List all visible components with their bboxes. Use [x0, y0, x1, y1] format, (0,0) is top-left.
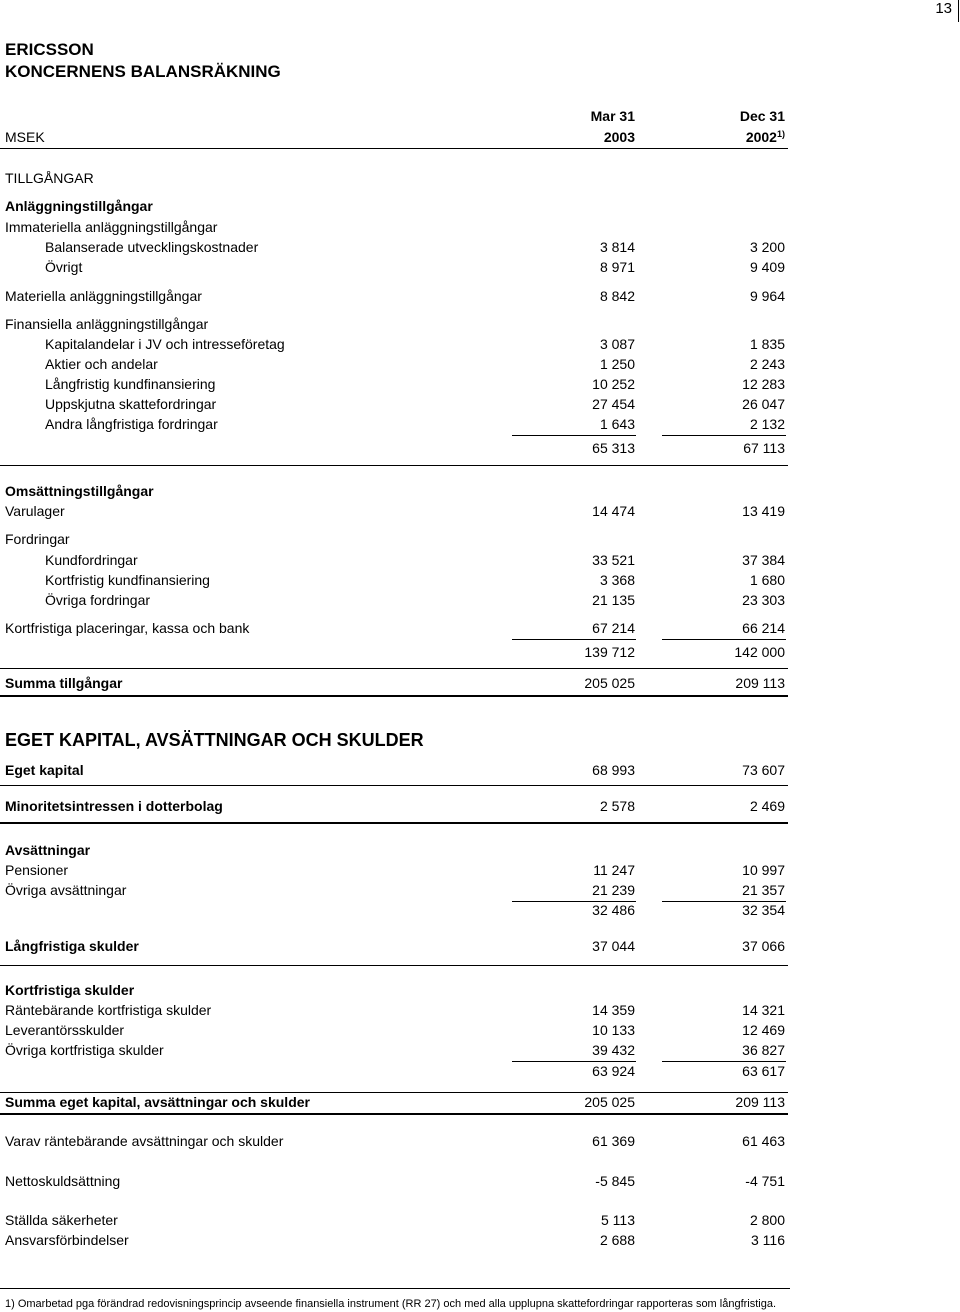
value-dec-2002: 14 321	[742, 1002, 785, 1018]
value-mar-2003: -5 845	[595, 1173, 635, 1189]
value-mar-2003: 37 044	[592, 938, 635, 954]
row-label: Fordringar	[5, 531, 70, 547]
row-label: Immateriella anläggningstillgångar	[5, 219, 218, 235]
row-label: Balanserade utvecklingskostnader	[45, 239, 259, 255]
value-dec-2002: 10 997	[742, 862, 785, 878]
value-dec-2002: 12 283	[742, 376, 785, 392]
subtotal-rule-col2	[662, 435, 786, 436]
value-dec-2002: -4 751	[745, 1173, 785, 1189]
col1-header-line2: 2003	[603, 129, 635, 145]
currency-label: MSEK	[5, 129, 45, 145]
value-dec-2002: 36 827	[742, 1042, 785, 1058]
row-label: Finansiella anläggningstillgångar	[5, 316, 209, 332]
row-label: Kortfristiga placeringar, kassa och bank	[5, 620, 250, 636]
value-dec-2002: 2 243	[749, 356, 785, 372]
section-rule	[0, 965, 788, 966]
value-mar-2003: 3 368	[599, 572, 635, 588]
row-label: Kapitalandelar i JV och intresseföretag	[45, 336, 285, 352]
value-mar-2003: 139 712	[584, 644, 635, 660]
section-rule	[0, 785, 788, 786]
row-label: Ställda säkerheter	[5, 1212, 118, 1228]
col2-header-line2	[746, 129, 785, 145]
value-dec-2002: 9 409	[749, 259, 785, 275]
subtotal-rule-col2	[662, 639, 786, 640]
row-label: Kortfristiga skulder	[5, 982, 135, 998]
value-dec-2002: 2 800	[749, 1212, 785, 1228]
value-mar-2003: 10 133	[592, 1022, 635, 1038]
value-dec-2002: 21 357	[742, 882, 785, 898]
value-mar-2003: 2 578	[599, 798, 635, 814]
footnote: 1) Omarbetad pga förändrad redovisningsprincip avseende finansiella instrument (RR 27) och med alla upplupna skattefordringar rapporteras som långfristiga.	[5, 1298, 777, 1310]
row-label: Nettoskuldsättning	[5, 1173, 121, 1189]
row-label: TILLGÅNGAR	[5, 170, 94, 186]
total-rule-top	[0, 668, 788, 669]
row-label: Övriga avsättningar	[5, 882, 127, 898]
subtotal-rule-col1	[512, 1061, 636, 1062]
value-mar-2003: 11 247	[593, 862, 635, 878]
col2-year: 2002	[745, 129, 777, 145]
subtotal-rule-col2	[662, 1061, 786, 1062]
col2-footnote-ref: 1)	[776, 129, 785, 139]
row-label: Räntebärande kortfristiga skulder	[5, 1002, 212, 1018]
row-label: Övrigt	[45, 259, 83, 275]
value-mar-2003: 65 313	[592, 440, 635, 456]
total-rule-top	[0, 1092, 788, 1093]
value-mar-2003: 14 474	[592, 503, 635, 519]
value-dec-2002: 1 680	[749, 572, 785, 588]
total-rule-bottom	[0, 695, 788, 697]
value-mar-2003: 21 135	[592, 592, 635, 608]
section-rule	[0, 822, 788, 824]
row-label: Övriga fordringar	[45, 592, 151, 608]
subtotal-rule-col1	[512, 639, 636, 640]
value-dec-2002: 37 066	[742, 938, 785, 954]
row-label: Avsättningar	[5, 842, 91, 858]
value-mar-2003: 5 113	[601, 1212, 635, 1228]
value-mar-2003: 27 454	[592, 396, 635, 412]
row-label: Varulager	[5, 503, 65, 519]
value-mar-2003: 39 432	[592, 1042, 635, 1058]
value-mar-2003: 3 087	[599, 336, 635, 352]
value-dec-2002: 26 047	[742, 396, 785, 412]
value-mar-2003: 14 359	[592, 1002, 635, 1018]
total-rule-bottom	[0, 1113, 788, 1115]
value-dec-2002: 66 214	[742, 620, 785, 636]
row-label: Aktier och andelar	[45, 356, 158, 372]
row-label: Kortfristig kundfinansiering	[45, 572, 210, 588]
value-mar-2003: 2 688	[599, 1232, 635, 1248]
row-label: Kundfordringar	[45, 552, 138, 568]
col1-header-line1: Mar 31	[590, 108, 635, 124]
value-dec-2002: 61 463	[742, 1133, 785, 1149]
row-label: Minoritetsintressen i dotterbolag	[5, 798, 223, 814]
row-label: Leverantörsskulder	[5, 1022, 125, 1038]
value-dec-2002: 63 617	[742, 1063, 785, 1079]
subtotal-rule-col1	[512, 901, 636, 902]
row-label: Långfristiga skulder	[5, 938, 139, 954]
row-label: Övriga kortfristiga skulder	[5, 1042, 164, 1058]
value-dec-2002: 209 113	[735, 675, 785, 691]
value-mar-2003: 10 252	[592, 376, 635, 392]
value-mar-2003: 205 025	[584, 675, 635, 691]
row-label: Anläggningstillgångar	[5, 198, 153, 214]
value-dec-2002: 73 607	[742, 762, 785, 778]
value-mar-2003: 3 814	[599, 239, 635, 255]
value-mar-2003: 33 521	[592, 552, 635, 568]
subtotal-rule-col1	[512, 435, 636, 436]
value-dec-2002: 2 469	[749, 798, 785, 814]
row-label: EGET KAPITAL, AVSÄTTNINGAR OCH SKULDER	[5, 730, 424, 750]
row-label: Materiella anläggningstillgångar	[5, 288, 202, 304]
value-dec-2002: 3 116	[751, 1232, 785, 1248]
row-label: Varav räntebärande avsättningar och skulder	[5, 1133, 284, 1149]
col2-header-line1: Dec 31	[739, 108, 785, 124]
value-mar-2003: 63 924	[592, 1063, 635, 1079]
value-dec-2002: 1 835	[749, 336, 785, 352]
value-mar-2003: 8 842	[599, 288, 635, 304]
value-dec-2002: 3 200	[749, 239, 785, 255]
company-name: ERICSSON	[5, 40, 94, 59]
value-dec-2002: 2 132	[749, 416, 785, 432]
value-mar-2003: 8 971	[599, 259, 635, 275]
row-label: Ansvarsförbindelser	[5, 1232, 129, 1248]
value-mar-2003: 67 214	[592, 620, 635, 636]
value-dec-2002: 37 384	[742, 552, 785, 568]
row-label: Pensioner	[5, 862, 69, 878]
footnote-rule	[0, 1288, 790, 1289]
row-label: Summa eget kapital, avsättningar och skulder	[5, 1094, 310, 1110]
row-label: Omsättningstillgångar	[5, 483, 154, 499]
value-dec-2002: 209 113	[735, 1094, 785, 1110]
value-dec-2002: 12 469	[742, 1022, 785, 1038]
row-label: Uppskjutna skattefordringar	[45, 396, 217, 412]
value-dec-2002: 32 354	[742, 902, 785, 918]
row-label: Eget kapital	[5, 762, 84, 778]
value-mar-2003: 1 250	[599, 356, 635, 372]
value-dec-2002: 142 000	[734, 644, 785, 660]
value-mar-2003: 61 369	[592, 1133, 635, 1149]
page-number: 13	[935, 0, 952, 17]
value-mar-2003: 32 486	[592, 902, 635, 918]
page-edge-line	[958, 0, 959, 22]
row-label: Summa tillgångar	[5, 675, 123, 691]
section-rule	[0, 465, 788, 466]
row-label: Långfristig kundfinansiering	[45, 376, 216, 392]
subtotal-rule-col2	[662, 901, 786, 902]
value-dec-2002: 23 303	[742, 592, 785, 608]
header-rule	[0, 148, 788, 149]
value-dec-2002: 13 419	[742, 503, 785, 519]
value-dec-2002: 67 113	[743, 440, 785, 456]
value-mar-2003: 1 643	[599, 416, 635, 432]
value-dec-2002: 9 964	[749, 288, 785, 304]
value-mar-2003: 205 025	[584, 1094, 635, 1110]
report-title: KONCERNENS BALANSRÄKNING	[5, 62, 281, 81]
value-mar-2003: 68 993	[592, 762, 635, 778]
row-label: Andra långfristiga fordringar	[45, 416, 218, 432]
value-mar-2003: 21 239	[592, 882, 635, 898]
